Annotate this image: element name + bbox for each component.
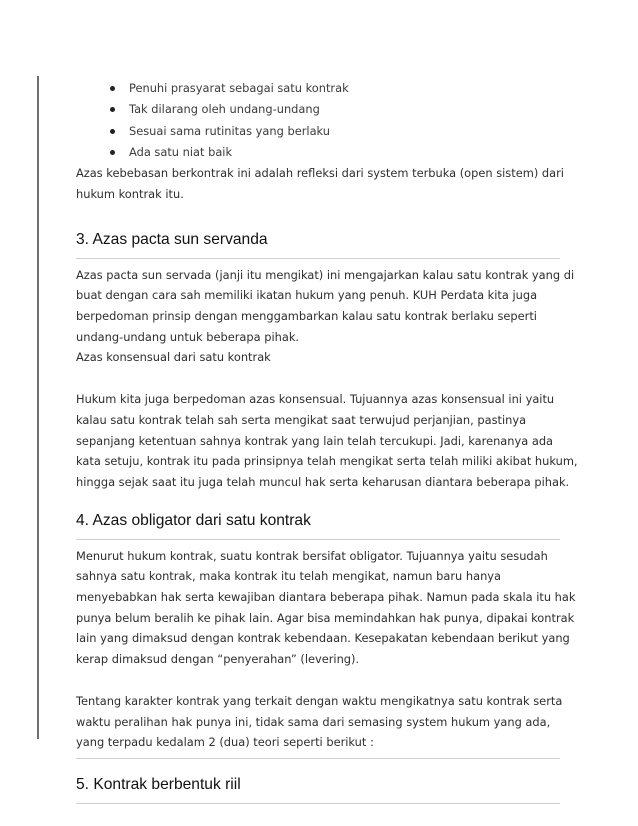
bullet-icon [110,129,115,134]
section-3-paragraph: Azas pacta sun servada (janji itu mengikat) ini mengajarkan kalau satu kontrak yang di buat dengan cara sah memiliki ikatan hukum yang penuh. KUH Perdata kita juga berpedoman prinsip dengan menggambarkan kalau satu kontrak berlaku seperti undang-undang untuk beberapa pihak. Azas konsensual dari satu kontrak [76,265,576,369]
margin-rule [37,76,39,739]
list-item: Penuhi prasyarat sebagai satu kontrak [76,78,576,99]
consensual-paragraph: Hukum kita juga berpedoman azas konsensual. Tujuannya azas konsensual ini yaitu kalau satu kontrak telah sah serta mengikat saat terwujud perjanjian, pastinya sepanjang ketentuan sahnya kontrak yang lain telah tercukupi. Jadi, karenanya ada kata setuju, kontrak itu pada prinsipnya telah mengikat serta telah miliki akibat hukum, hingga sejak saat itu juga telah muncul hak serta keharusan diantara beberapa pihak. [76,392,578,489]
heading-divider [76,258,560,259]
section-4-paragraph-2: Tentang karakter kontrak yang terkait dengan waktu mengikatnya satu kontrak serta waktu peralihan hak punya ini, tidak sama dari semasing system hukum yang ada, yang terpadu kedalam 2 (dua) teori seperti berikut : [76,693,563,750]
section-3-subline: Azas konsensual dari satu kontrak [76,350,271,365]
list-item: Tak dilarang oleh undang-undang [76,99,576,120]
document-body [76,78,576,804]
list-item: Ada satu niat baik [76,142,576,163]
section-4-paragraph: Menurut hukum kontrak, suatu kontrak bersifat obligator. Tujuannya yaitu sesudah sahnya satu kontrak, maka kontrak itu telah mengikat, namun baru hanya menyebabkan hak serta kewajiban diantara beberapa pihak. Namun pada skala itu hak punya belum beralih ke pihak lain. Agar bisa memindahkan hak punya, dipakai kontrak lain yang dimaksud dengan kontrak kebendaan. Kesepakatan kebendaan berikut yang kerap dimaksud dengan “penyerahan” (levering). [76,548,576,667]
bullet-icon [110,150,115,155]
heading-divider [76,539,560,540]
section-divider [76,758,560,759]
bullet-icon [110,107,115,112]
section-5-heading: 5. Kontrak berbentuk riil [76,775,241,793]
intro-paragraph: Azas kebebasan berkontrak ini adalah refleksi dari system terbuka (open sistem) dari hukum kontrak itu. [76,166,564,201]
section-3-heading: 3. Azas pacta sun servanda [76,230,268,248]
requirements-list [76,78,576,163]
list-item: Sesuai sama rutinitas yang berlaku [76,121,576,142]
section-4-heading: 4. Azas obligator dari satu kontrak [76,511,311,529]
bullet-icon [110,86,115,91]
heading-divider [76,803,560,804]
